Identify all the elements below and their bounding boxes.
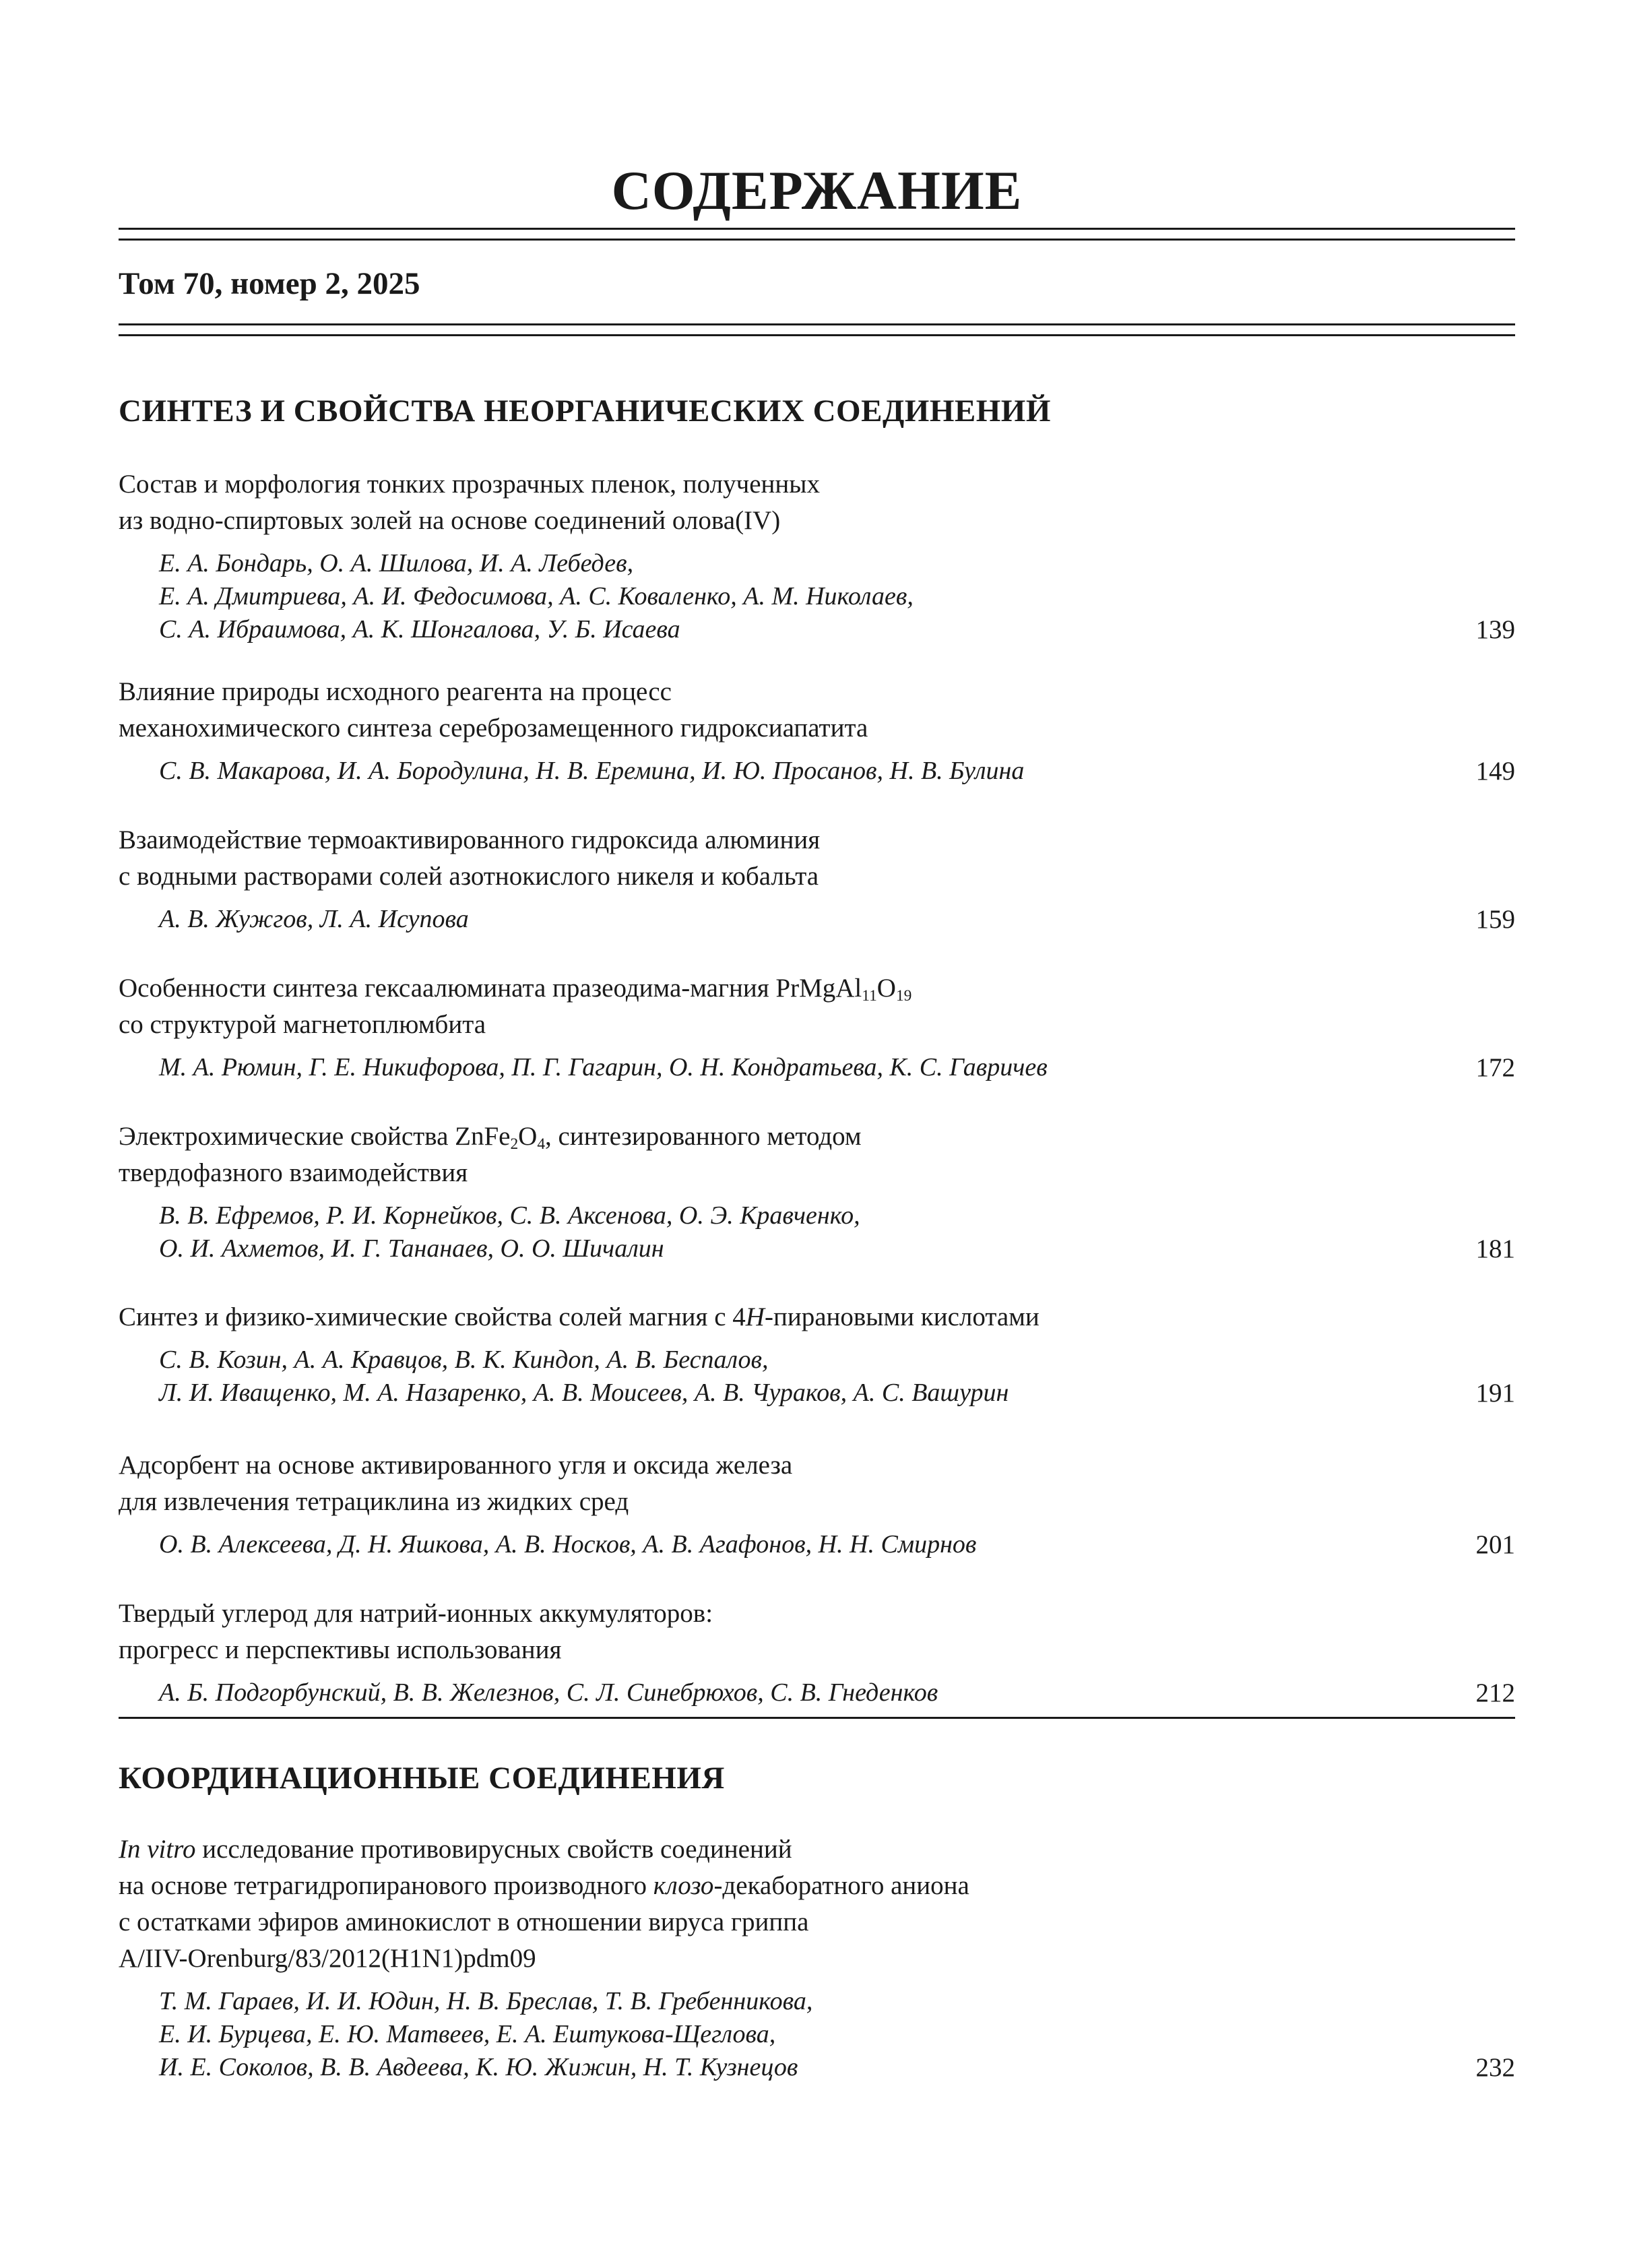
article-authors: Т. М. Гараев, И. И. Юдин, Н. В. Бреслав, Т. В. Гребенникова, Е. И. Бурцева, Е. Ю. Матвеев, Е. А. Ештукова-Щеглова, И. Е. Соколов, В. В. Авдеева, К. Ю. Жижин, Н. Т. Кузнецов [159,1987,813,2081]
section-heading: КООРДИНАЦИОННЫЕ СОЕДИНЕНИЯ [119,1761,725,1796]
page-number: 149 [1475,757,1515,786]
rule-mid-2 [119,334,1515,336]
article-authors: С. В. Макарова, И. А. Бородулина, Н. В. Еремина, И. Ю. Просанов, Н. В. Булина [159,757,1025,785]
page-number: 201 [1475,1530,1515,1559]
toc-entry[interactable] [119,1299,1515,1410]
toc-entry[interactable] [119,822,1515,936]
rule-top-2 [119,239,1515,241]
article-title: Электрохимические свойства $ZnFe_2O_4$, синтезированного методом твердофазного взаимодействия [119,1122,862,1187]
page-number: 159 [1475,905,1515,934]
page-title: СОДЕРЖАНИЕ [611,160,1023,221]
article-authors: А. В. Жужгов, Л. А. Исупова [159,905,469,933]
section-heading: СИНТЕЗ И СВОЙСТВА НЕОРГАНИЧЕСКИХ СОЕДИНЕНИЙ [119,393,1051,429]
page-number: 232 [1475,2053,1515,2082]
rule-mid-1 [119,323,1515,325]
page-number: 191 [1475,1379,1515,1408]
toc-entry[interactable] [119,674,1515,788]
article-title: Адсорбент на основе активированного угля и оксида железа для извлечения тетрациклина из жидких сред [119,1451,793,1516]
toc-entry[interactable] [119,970,1515,1084]
issue-info: Том 70, номер 2, 2025 [119,266,420,301]
article-title: In vitro исследование противовирусных свойств соединений на основе тетрагидропиранового производного клозо-декаборатного аниона с остатками эфиров аминокислот в отношении вируса гриппа A/IIV-Orenburg/83/2012(H1N1)pdm09 [119,1835,969,1973]
page-number: 212 [1475,1678,1515,1707]
toc-entry[interactable] [119,1596,1515,1709]
toc-entry[interactable] [119,1447,1515,1561]
page-number: 181 [1475,1234,1515,1263]
article-title: Синтез и физико-химические свойства солей магния с 4H-пирановыми кислотами [119,1302,1040,1331]
page-number: 172 [1475,1053,1515,1082]
toc-entry[interactable] [119,466,1515,646]
article-authors: В. В. Ефремов, Р. И. Корнейков, С. В. Аксенова, О. Э. Кравченко, О. И. Ахметов, И. Г. Тананаев, О. О. Шичалин [159,1201,860,1263]
toc-entry[interactable] [119,1831,1515,2084]
article-title: Взаимодействие термоактивированного гидроксида алюминия с водными растворами солей азотнокислого никеля и кобальта [119,825,821,891]
section-divider [119,1717,1515,1719]
article-authors: М. А. Рюмин, Г. Е. Никифорова, П. Г. Гагарин, О. Н. Кондратьева, К. С. Гавричев [159,1053,1048,1081]
article-authors: А. Б. Подгорбунский, В. В. Железнов, С. Л. Синебрюхов, С. В. Гнеденков [159,1678,938,1707]
article-authors: О. В. Алексеева, Д. Н. Яшкова, А. В. Носков, А. В. Агафонов, Н. Н. Смирнов [159,1530,977,1558]
article-title: Особенности синтеза гексаалюмината празеодима-магния $PrMgAl_{11}O_{19}$ со структурой магнетоплюмбита [119,974,912,1039]
article-title: Состав и морфология тонких прозрачных пленок, полученных из водно-спиртовых золей на основе соединений олова(IV) [119,470,820,535]
article-title: Твердый углерод для натрий-ионных аккумуляторов: прогресс и перспективы использования [119,1599,713,1664]
rule-top-1 [119,228,1515,230]
article-authors: С. В. Козин, А. А. Кравцов, В. К. Киндоп, А. В. Беспалов, Л. И. Иващенко, М. А. Назаренко, А. В. Моисеев, А. В. Чураков, А. С. Вашурин [159,1346,1009,1407]
toc-entry[interactable] [119,1119,1515,1265]
article-authors: Е. А. Бондарь, О. А. Шилова, И. А. Лебедев, Е. А. Дмитриева, А. И. Федосимова, А. С. Коваленко, А. М. Николаев, С. А. Ибраимова, А. К. Шонгалова, У. Б. Исаева [159,549,914,643]
page-number: 139 [1475,615,1515,644]
article-title: Влияние природы исходного реагента на процесс механохимического синтеза сереброзамещенного гидроксиапатита [119,677,868,743]
